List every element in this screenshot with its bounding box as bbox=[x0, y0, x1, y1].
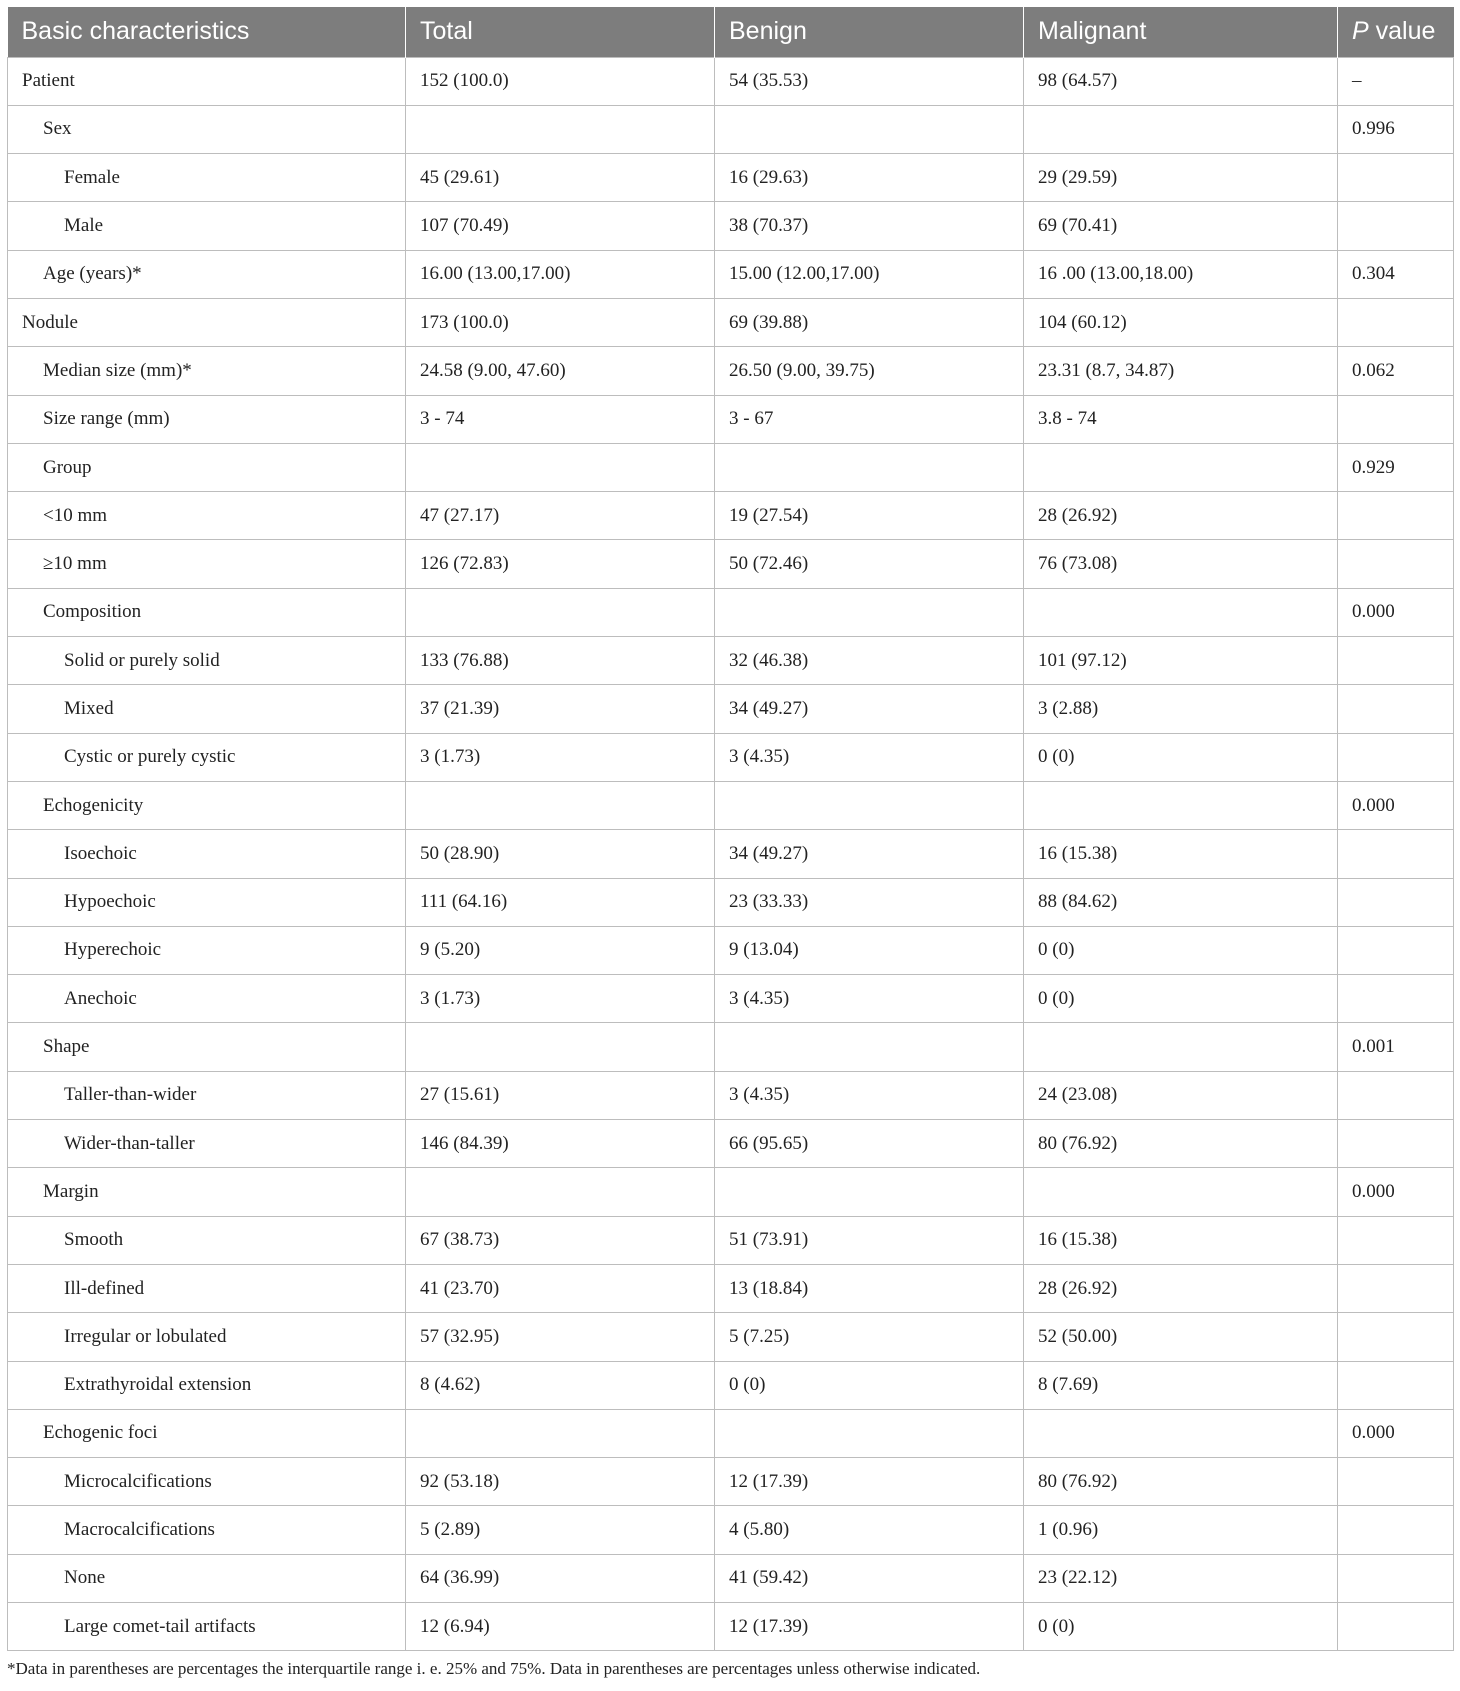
table-row bbox=[8, 878, 1454, 926]
cell-p-value: 0.304 bbox=[1338, 250, 1454, 298]
cell-characteristic: Wider-than-taller bbox=[8, 1120, 406, 1168]
cell-p-value: 0.000 bbox=[1338, 588, 1454, 636]
table-row bbox=[8, 347, 1454, 395]
cell-total: 152 (100.0) bbox=[406, 57, 715, 105]
cell-characteristic: ≥10 mm bbox=[8, 540, 406, 588]
cell-total bbox=[406, 1168, 715, 1216]
cell-total: 92 (53.18) bbox=[406, 1458, 715, 1506]
cell-malignant bbox=[1024, 781, 1338, 829]
cell-malignant bbox=[1024, 1409, 1338, 1457]
header-value-text: value bbox=[1368, 17, 1436, 46]
table-row bbox=[8, 492, 1454, 540]
characteristics-table bbox=[7, 7, 1454, 1651]
cell-total bbox=[406, 1409, 715, 1457]
cell-characteristic: Median size (mm)* bbox=[8, 347, 406, 395]
cell-malignant bbox=[1024, 443, 1338, 491]
cell-benign bbox=[715, 443, 1024, 491]
cell-benign: 3 (4.35) bbox=[715, 975, 1024, 1023]
cell-benign: 5 (7.25) bbox=[715, 1313, 1024, 1361]
cell-characteristic: Mixed bbox=[8, 685, 406, 733]
cell-p-value bbox=[1338, 1506, 1454, 1554]
cell-p-value bbox=[1338, 1458, 1454, 1506]
table-header bbox=[8, 7, 1454, 57]
cell-malignant: 3 (2.88) bbox=[1024, 685, 1338, 733]
table-row bbox=[8, 1023, 1454, 1071]
table-row bbox=[8, 1168, 1454, 1216]
table-row bbox=[8, 395, 1454, 443]
table-row bbox=[8, 1409, 1454, 1457]
table-row bbox=[8, 298, 1454, 346]
table-row bbox=[8, 685, 1454, 733]
cell-malignant: 16 .00 (13.00,18.00) bbox=[1024, 250, 1338, 298]
cell-benign: 26.50 (9.00, 39.75) bbox=[715, 347, 1024, 395]
cell-malignant: 80 (76.92) bbox=[1024, 1120, 1338, 1168]
cell-p-value bbox=[1338, 1120, 1454, 1168]
cell-p-value bbox=[1338, 492, 1454, 540]
cell-characteristic: Composition bbox=[8, 588, 406, 636]
cell-characteristic: Solid or purely solid bbox=[8, 637, 406, 685]
cell-p-value: 0.062 bbox=[1338, 347, 1454, 395]
cell-total bbox=[406, 105, 715, 153]
cell-total: 3 (1.73) bbox=[406, 975, 715, 1023]
table-row bbox=[8, 1554, 1454, 1602]
cell-characteristic: Patient bbox=[8, 57, 406, 105]
cell-benign bbox=[715, 1023, 1024, 1071]
table-row bbox=[8, 154, 1454, 202]
table-row bbox=[8, 1216, 1454, 1264]
cell-p-value bbox=[1338, 685, 1454, 733]
cell-benign bbox=[715, 588, 1024, 636]
cell-p-value: 0.996 bbox=[1338, 105, 1454, 153]
cell-malignant bbox=[1024, 1168, 1338, 1216]
cell-characteristic: <10 mm bbox=[8, 492, 406, 540]
cell-p-value: 0.000 bbox=[1338, 1168, 1454, 1216]
cell-total: 27 (15.61) bbox=[406, 1071, 715, 1119]
table-row bbox=[8, 975, 1454, 1023]
cell-p-value bbox=[1338, 878, 1454, 926]
cell-characteristic: Cystic or purely cystic bbox=[8, 733, 406, 781]
cell-benign: 23 (33.33) bbox=[715, 878, 1024, 926]
cell-malignant: 1 (0.96) bbox=[1024, 1506, 1338, 1554]
cell-p-value bbox=[1338, 975, 1454, 1023]
cell-total: 45 (29.61) bbox=[406, 154, 715, 202]
cell-malignant bbox=[1024, 105, 1338, 153]
cell-characteristic: Hypoechoic bbox=[8, 878, 406, 926]
cell-characteristic: Taller-than-wider bbox=[8, 1071, 406, 1119]
cell-benign: 16 (29.63) bbox=[715, 154, 1024, 202]
cell-p-value bbox=[1338, 1216, 1454, 1264]
table-row bbox=[8, 1120, 1454, 1168]
cell-malignant: 23.31 (8.7, 34.87) bbox=[1024, 347, 1338, 395]
header-p-value bbox=[1338, 7, 1454, 57]
table-row bbox=[8, 1506, 1454, 1554]
cell-benign: 38 (70.37) bbox=[715, 202, 1024, 250]
cell-characteristic: Isoechoic bbox=[8, 830, 406, 878]
header-row bbox=[8, 7, 1454, 57]
cell-benign: 15.00 (12.00,17.00) bbox=[715, 250, 1024, 298]
cell-benign: 4 (5.80) bbox=[715, 1506, 1024, 1554]
table-row bbox=[8, 1264, 1454, 1312]
cell-characteristic: Shape bbox=[8, 1023, 406, 1071]
cell-total: 3 - 74 bbox=[406, 395, 715, 443]
cell-malignant: 29 (29.59) bbox=[1024, 154, 1338, 202]
cell-total: 64 (36.99) bbox=[406, 1554, 715, 1602]
cell-p-value: 0.000 bbox=[1338, 781, 1454, 829]
table-row bbox=[8, 637, 1454, 685]
cell-total: 12 (6.94) bbox=[406, 1603, 715, 1651]
cell-malignant: 0 (0) bbox=[1024, 926, 1338, 974]
cell-benign: 9 (13.04) bbox=[715, 926, 1024, 974]
cell-p-value bbox=[1338, 1264, 1454, 1312]
cell-p-value: 0.000 bbox=[1338, 1409, 1454, 1457]
cell-malignant bbox=[1024, 1023, 1338, 1071]
table-row bbox=[8, 250, 1454, 298]
cell-characteristic: Irregular or lobulated bbox=[8, 1313, 406, 1361]
cell-total: 9 (5.20) bbox=[406, 926, 715, 974]
cell-malignant bbox=[1024, 588, 1338, 636]
cell-p-value bbox=[1338, 298, 1454, 346]
cell-total: 107 (70.49) bbox=[406, 202, 715, 250]
table-row bbox=[8, 57, 1454, 105]
cell-malignant: 52 (50.00) bbox=[1024, 1313, 1338, 1361]
table-row bbox=[8, 926, 1454, 974]
cell-malignant: 80 (76.92) bbox=[1024, 1458, 1338, 1506]
cell-total: 57 (32.95) bbox=[406, 1313, 715, 1361]
cell-total bbox=[406, 588, 715, 636]
cell-malignant: 16 (15.38) bbox=[1024, 830, 1338, 878]
cell-characteristic: Echogenic foci bbox=[8, 1409, 406, 1457]
cell-benign bbox=[715, 781, 1024, 829]
cell-p-value bbox=[1338, 395, 1454, 443]
cell-benign bbox=[715, 105, 1024, 153]
table-row bbox=[8, 830, 1454, 878]
cell-total: 67 (38.73) bbox=[406, 1216, 715, 1264]
cell-p-value bbox=[1338, 733, 1454, 781]
cell-p-value bbox=[1338, 1071, 1454, 1119]
cell-benign: 32 (46.38) bbox=[715, 637, 1024, 685]
cell-total: 37 (21.39) bbox=[406, 685, 715, 733]
cell-malignant: 104 (60.12) bbox=[1024, 298, 1338, 346]
cell-benign bbox=[715, 1168, 1024, 1216]
cell-characteristic: Anechoic bbox=[8, 975, 406, 1023]
cell-p-value bbox=[1338, 830, 1454, 878]
cell-characteristic: Large comet-tail artifacts bbox=[8, 1603, 406, 1651]
cell-benign: 34 (49.27) bbox=[715, 830, 1024, 878]
cell-benign: 41 (59.42) bbox=[715, 1554, 1024, 1602]
cell-malignant: 0 (0) bbox=[1024, 733, 1338, 781]
cell-p-value: – bbox=[1338, 57, 1454, 105]
cell-p-value bbox=[1338, 154, 1454, 202]
table-row bbox=[8, 105, 1454, 153]
cell-malignant: 28 (26.92) bbox=[1024, 492, 1338, 540]
cell-p-value bbox=[1338, 1554, 1454, 1602]
cell-malignant: 0 (0) bbox=[1024, 1603, 1338, 1651]
cell-malignant: 76 (73.08) bbox=[1024, 540, 1338, 588]
cell-malignant: 88 (84.62) bbox=[1024, 878, 1338, 926]
table-row bbox=[8, 1458, 1454, 1506]
table-row bbox=[8, 1361, 1454, 1409]
cell-malignant: 23 (22.12) bbox=[1024, 1554, 1338, 1602]
cell-p-value bbox=[1338, 1361, 1454, 1409]
header-malignant: Malignant bbox=[1024, 7, 1338, 57]
cell-characteristic: Margin bbox=[8, 1168, 406, 1216]
cell-total: 24.58 (9.00, 47.60) bbox=[406, 347, 715, 395]
cell-p-value: 0.001 bbox=[1338, 1023, 1454, 1071]
cell-malignant: 98 (64.57) bbox=[1024, 57, 1338, 105]
table-row bbox=[8, 1603, 1454, 1651]
cell-benign: 12 (17.39) bbox=[715, 1458, 1024, 1506]
cell-malignant: 16 (15.38) bbox=[1024, 1216, 1338, 1264]
table-row bbox=[8, 1071, 1454, 1119]
cell-characteristic: Sex bbox=[8, 105, 406, 153]
cell-total: 146 (84.39) bbox=[406, 1120, 715, 1168]
cell-total: 111 (64.16) bbox=[406, 878, 715, 926]
cell-malignant: 3.8 - 74 bbox=[1024, 395, 1338, 443]
cell-total: 133 (76.88) bbox=[406, 637, 715, 685]
cell-benign: 51 (73.91) bbox=[715, 1216, 1024, 1264]
cell-malignant: 24 (23.08) bbox=[1024, 1071, 1338, 1119]
cell-benign: 34 (49.27) bbox=[715, 685, 1024, 733]
cell-benign: 66 (95.65) bbox=[715, 1120, 1024, 1168]
table-row bbox=[8, 1313, 1454, 1361]
cell-p-value bbox=[1338, 540, 1454, 588]
cell-characteristic: Ill-defined bbox=[8, 1264, 406, 1312]
cell-total: 16.00 (13.00,17.00) bbox=[406, 250, 715, 298]
cell-benign: 50 (72.46) bbox=[715, 540, 1024, 588]
table-row bbox=[8, 540, 1454, 588]
table-row bbox=[8, 733, 1454, 781]
cell-total: 8 (4.62) bbox=[406, 1361, 715, 1409]
header-p-italic: P bbox=[1352, 17, 1369, 46]
cell-malignant: 101 (97.12) bbox=[1024, 637, 1338, 685]
cell-malignant: 0 (0) bbox=[1024, 975, 1338, 1023]
cell-p-value bbox=[1338, 1313, 1454, 1361]
cell-malignant: 69 (70.41) bbox=[1024, 202, 1338, 250]
cell-total: 47 (27.17) bbox=[406, 492, 715, 540]
cell-characteristic: Microcalcifications bbox=[8, 1458, 406, 1506]
cell-benign: 3 (4.35) bbox=[715, 733, 1024, 781]
cell-p-value bbox=[1338, 202, 1454, 250]
header-total: Total bbox=[406, 7, 715, 57]
cell-characteristic: Hyperechoic bbox=[8, 926, 406, 974]
cell-total: 126 (72.83) bbox=[406, 540, 715, 588]
characteristics-table-container bbox=[7, 7, 1453, 1679]
cell-total: 41 (23.70) bbox=[406, 1264, 715, 1312]
cell-characteristic: Size range (mm) bbox=[8, 395, 406, 443]
table-row bbox=[8, 781, 1454, 829]
cell-total bbox=[406, 1023, 715, 1071]
cell-characteristic: Male bbox=[8, 202, 406, 250]
cell-total: 50 (28.90) bbox=[406, 830, 715, 878]
cell-benign: 12 (17.39) bbox=[715, 1603, 1024, 1651]
cell-characteristic: Nodule bbox=[8, 298, 406, 346]
cell-characteristic: Smooth bbox=[8, 1216, 406, 1264]
cell-benign: 69 (39.88) bbox=[715, 298, 1024, 346]
cell-characteristic: Echogenicity bbox=[8, 781, 406, 829]
cell-benign: 19 (27.54) bbox=[715, 492, 1024, 540]
cell-malignant: 28 (26.92) bbox=[1024, 1264, 1338, 1312]
cell-total bbox=[406, 781, 715, 829]
cell-benign bbox=[715, 1409, 1024, 1457]
cell-p-value: 0.929 bbox=[1338, 443, 1454, 491]
cell-characteristic: Macrocalcifications bbox=[8, 1506, 406, 1554]
table-row bbox=[8, 202, 1454, 250]
cell-benign: 0 (0) bbox=[715, 1361, 1024, 1409]
header-benign: Benign bbox=[715, 7, 1024, 57]
cell-characteristic: None bbox=[8, 1554, 406, 1602]
cell-benign: 13 (18.84) bbox=[715, 1264, 1024, 1312]
table-body bbox=[8, 57, 1454, 1651]
cell-p-value bbox=[1338, 637, 1454, 685]
cell-benign: 54 (35.53) bbox=[715, 57, 1024, 105]
table-row bbox=[8, 588, 1454, 636]
cell-p-value bbox=[1338, 926, 1454, 974]
cell-characteristic: Group bbox=[8, 443, 406, 491]
cell-benign: 3 (4.35) bbox=[715, 1071, 1024, 1119]
cell-malignant: 8 (7.69) bbox=[1024, 1361, 1338, 1409]
cell-benign: 3 - 67 bbox=[715, 395, 1024, 443]
cell-characteristic: Extrathyroidal extension bbox=[8, 1361, 406, 1409]
header-basic-characteristics: Basic characteristics bbox=[8, 7, 406, 57]
cell-total: 5 (2.89) bbox=[406, 1506, 715, 1554]
table-footnote: *Data in parentheses are percentages the interquartile range i. e. 25% and 75%. Data in parentheses are percentages unless otherwise indicated. bbox=[7, 1659, 981, 1679]
cell-total: 173 (100.0) bbox=[406, 298, 715, 346]
cell-total: 3 (1.73) bbox=[406, 733, 715, 781]
cell-total bbox=[406, 443, 715, 491]
cell-characteristic: Age (years)* bbox=[8, 250, 406, 298]
table-row bbox=[8, 443, 1454, 491]
cell-characteristic: Female bbox=[8, 154, 406, 202]
cell-p-value bbox=[1338, 1603, 1454, 1651]
